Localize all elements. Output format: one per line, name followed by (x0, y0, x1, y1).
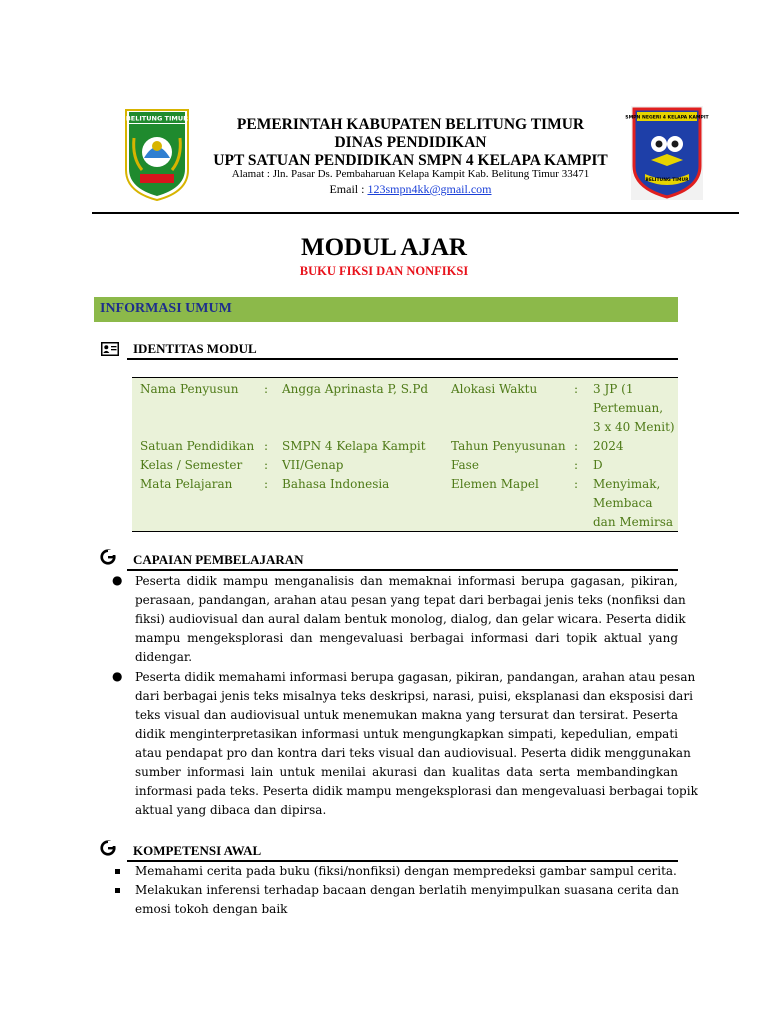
left-logo-text: BELITUNG TIMUR (125, 114, 189, 123)
heading-capaian-pembelajaran: CAPAIAN PEMBELAJARAN (133, 552, 304, 567)
label-mata-pelajaran: Mata Pelajaran (140, 477, 233, 491)
kop-school: UPT SATUAN PENDIDIKAN SMPN 4 KELAPA KAMPIT (213, 152, 608, 169)
square-bullet (115, 869, 120, 874)
document-subtitle: BUKU FIKSI DAN NONFIKSI (299, 264, 469, 278)
separator: : (264, 458, 269, 472)
kop-department: DINAS PENDIDIKAN (334, 134, 487, 151)
label-nama-penyusun: Nama Penyusun (140, 382, 239, 396)
kop-government: PEMERINTAH KABUPATEN BELITUNG TIMUR (236, 116, 585, 133)
heading-identitas-modul: IDENTITAS MODUL (133, 341, 257, 356)
right-logo-text: SMPN NEGERI 4 KELAPA KAMPIT (625, 115, 709, 121)
label-elemen-mapel: Elemen Mapel (451, 477, 539, 491)
capaian-item-2: Peserta didik memahami informasi berupa gagasan, pikiran, pandangan, arahan atau pesan dari berbagai jenis teks misalnya teks deskripsi, narasi, puisi, eksplanasi dan eksposisi dari teks visual dan audiovisual untuk menemukan makna yang tersurat dan tersirat. Peserta didik menginterpretasikan informasi untuk mengungkapkan simpati, kepedulian, empati atau pendapat pro dan kontra dari teks visual dan audiovisual. Peserta didik menggunakan sumber informasi lain untuk menilai akurasi dan kualitas data serta membandingkan informasi pada teks. Peserta didik mampu mengeksplorasi dan mengevaluasi berbagai topik aktual yang dibaca dan dipirsa. (135, 670, 698, 817)
email-link[interactable]: 123smpn4kk@gmail.com (367, 182, 492, 196)
right-logo-banner: BELITUNG TIMUR (645, 178, 689, 183)
belitung-timur-logo (124, 108, 190, 202)
heading-rule (127, 358, 678, 360)
value-kelas-semester: VII/Genap (282, 458, 344, 472)
square-bullet (115, 888, 120, 893)
separator: : (264, 477, 269, 491)
heading-rule (127, 569, 678, 571)
section-title: INFORMASI UMUM (100, 301, 232, 316)
kop-email-line (190, 182, 631, 197)
label-kelas-semester: Kelas / Semester (140, 458, 243, 472)
separator: : (264, 382, 269, 396)
value-mata-pelajaran: Bahasa Indonesia (282, 477, 390, 491)
kompetensi-item-2: Melakukan inferensi terhadap bacaan dengan berlatih menyimpulkan suasana cerita dan emosi tokoh dengan baik (135, 883, 679, 916)
value-tahun-penyusunan: 2024 (593, 439, 624, 453)
separator: : (264, 439, 269, 453)
kompetensi-item-1: Memahami cerita pada buku (fiksi/nonfiksi) dengan mempredeksi gambar sampul cerita. (135, 864, 677, 878)
separator: : (574, 439, 579, 453)
value-elemen-mapel: Menyimak, Membaca dan Memirsa (593, 477, 674, 529)
id-card-icon (101, 341, 119, 355)
document-title: MODUL AJAR (301, 234, 467, 261)
target-g-icon (100, 549, 118, 563)
section-informasi-umum (94, 297, 678, 322)
letterhead-divider (92, 212, 739, 214)
label-fase: Fase (451, 458, 479, 472)
smpn4-logo (625, 106, 709, 200)
capaian-item-1: Peserta didik mampu menganalisis dan memaknai informasi berupa gagasan, pikiran, perasaan, pandangan, arahan atau pesan yang tepat dari berbagai jenis teks (nonfiksi dan fiksi) audiovisual dan aural dalam bentuk monolog, dialog, dan gelar wicara. Peserta didik mampu mengeksplorasi dan mengevaluasi berbagai informasi dari topik aktual yang didengar. (135, 574, 686, 664)
value-alokasi-waktu: 3 JP (1 Pertemuan, 3 x 40 Menit) (593, 382, 675, 434)
label-tahun-penyusunan: Tahun Penyusunan (451, 439, 566, 453)
bullet: ● (112, 669, 123, 683)
value-nama-penyusun: Angga Aprinasta P, S.Pd (282, 382, 429, 396)
value-satuan-pendidikan: SMPN 4 Kelapa Kampit (282, 439, 426, 453)
separator: : (574, 477, 579, 491)
heading-kompetensi-awal: KOMPETENSI AWAL (133, 843, 262, 858)
bullet: ● (112, 573, 123, 587)
separator: : (574, 458, 579, 472)
identity-table (132, 377, 678, 532)
label-alokasi-waktu: Alokasi Waktu (451, 382, 538, 396)
email-label: Email : (329, 182, 368, 196)
target-g-icon (100, 840, 118, 854)
label-satuan-pendidikan: Satuan Pendidikan (140, 439, 255, 453)
kop-address: Alamat : Jln. Pasar Ds. Pembaharuan Kelapa Kampit Kab. Belitung Timur 33471 (231, 168, 590, 180)
separator: : (574, 382, 579, 396)
value-fase: D (593, 458, 603, 472)
